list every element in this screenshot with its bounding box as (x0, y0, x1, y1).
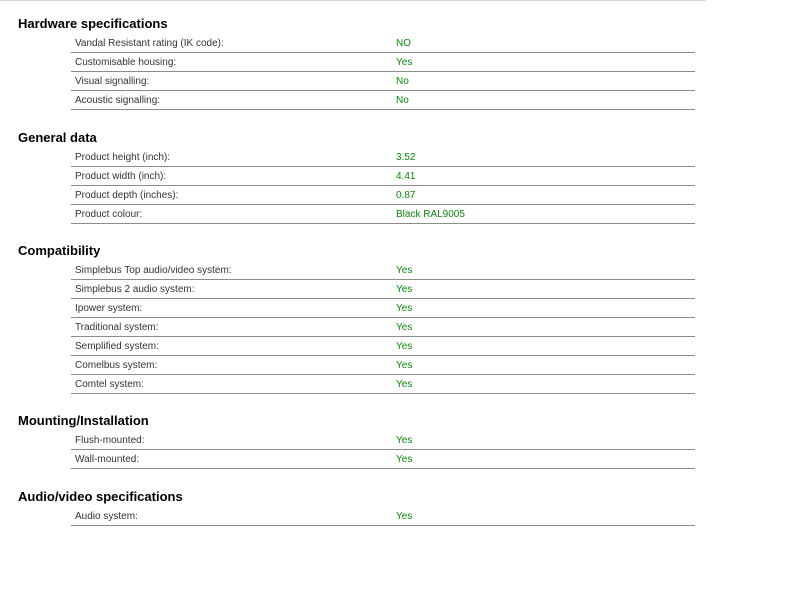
spec-label: Semplified system: (75, 341, 159, 352)
spec-row-simplebus-2 (71, 280, 695, 299)
spec-value: Yes (396, 284, 413, 295)
spec-value: Yes (396, 341, 413, 352)
section-title: Audio/video specifications (18, 489, 183, 504)
spec-row-flush-mounted (71, 431, 695, 450)
spec-label: Flush-mounted: (75, 435, 145, 446)
spec-label: Customisable housing: (75, 57, 177, 68)
section-title: Hardware specifications (18, 16, 168, 31)
spec-value: Yes (396, 360, 413, 371)
spec-row-ipower (71, 299, 695, 318)
spec-value: No (396, 76, 409, 87)
spec-value: NO (396, 38, 411, 49)
spec-label: Traditional system: (75, 322, 159, 333)
spec-row-product-height (71, 148, 695, 167)
spec-label: Comelbus system: (75, 360, 158, 371)
spec-label: Wall-mounted: (75, 454, 140, 465)
spec-value: Yes (396, 322, 413, 333)
spec-row-simplebus-top (71, 261, 695, 280)
spec-table (71, 148, 695, 224)
spec-row-audio-system (71, 507, 695, 526)
spec-value: Yes (396, 57, 413, 68)
spec-label: Product width (inch): (75, 171, 167, 182)
spec-value: Yes (396, 511, 413, 522)
spec-label: Audio system: (75, 511, 138, 522)
spec-row-customisable-housing (71, 53, 695, 72)
spec-label: Vandal Resistant rating (IK code): (75, 38, 224, 49)
spec-row-semplified (71, 337, 695, 356)
spec-label: Product colour: (75, 209, 143, 220)
spec-label: Acoustic signalling: (75, 95, 161, 106)
spec-value: 3.52 (396, 152, 416, 163)
spec-value: 4.41 (396, 171, 416, 182)
spec-value: Yes (396, 303, 413, 314)
spec-row-traditional (71, 318, 695, 337)
spec-value: 0.87 (396, 190, 416, 201)
spec-label: Ipower system: (75, 303, 143, 314)
spec-value: Yes (396, 265, 413, 276)
spec-row-visual-signalling (71, 72, 695, 91)
spec-row-comtel (71, 375, 695, 394)
spec-label: Product height (inch): (75, 152, 171, 163)
spec-table (71, 261, 695, 394)
spec-row-comelbus (71, 356, 695, 375)
spec-value: Yes (396, 454, 413, 465)
spec-row-product-width (71, 167, 695, 186)
spec-row-ik-rating (71, 34, 695, 53)
spec-table (71, 431, 695, 469)
spec-value: Yes (396, 435, 413, 446)
spec-label: Comtel system: (75, 379, 144, 390)
spec-table (71, 507, 695, 526)
page-top-border (0, 0, 706, 1)
section-title: General data (18, 130, 97, 145)
spec-label: Visual signalling: (75, 76, 150, 87)
spec-row-product-depth (71, 186, 695, 205)
spec-value: No (396, 95, 409, 106)
spec-value: Black RAL9005 (396, 209, 465, 220)
spec-table (71, 34, 695, 110)
section-title: Mounting/Installation (18, 413, 149, 428)
spec-row-wall-mounted (71, 450, 695, 469)
section-title: Compatibility (18, 243, 101, 258)
spec-label: Simplebus Top audio/video system: (75, 265, 232, 276)
spec-row-product-colour (71, 205, 695, 224)
spec-label: Simplebus 2 audio system: (75, 284, 195, 295)
spec-value: Yes (396, 379, 413, 390)
spec-row-acoustic-signalling (71, 91, 695, 110)
spec-label: Product depth (inches): (75, 190, 179, 201)
